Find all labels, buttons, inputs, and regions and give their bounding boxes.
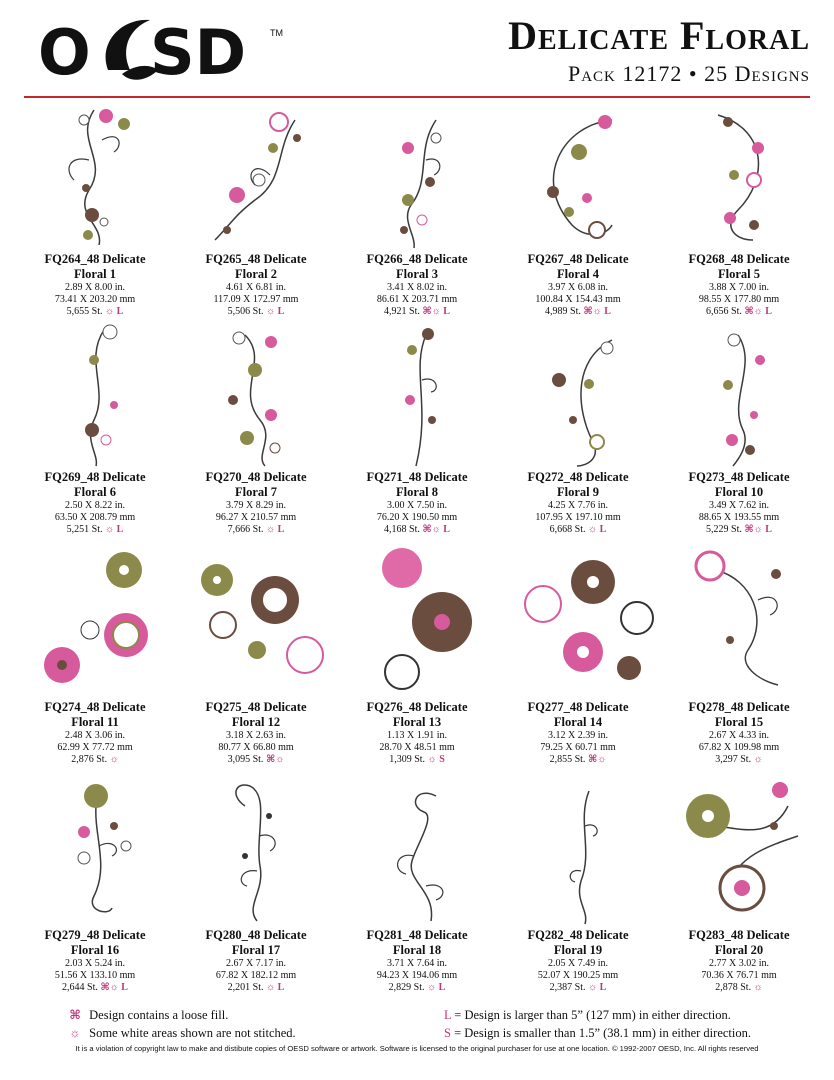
- stitch-count: 2,855 St.: [549, 754, 586, 765]
- design-name: Floral 18: [392, 943, 442, 957]
- legend-loose-fill: Design contains a loose fill.: [89, 1008, 229, 1022]
- floral-vine-icon: [658, 100, 820, 250]
- stitch-count: 2,876 St.: [71, 754, 108, 765]
- design-flags: ☼ L: [105, 306, 124, 317]
- design-code: FQ270_48 Delicate: [205, 470, 307, 484]
- design-flags: ☼: [109, 754, 119, 765]
- floral-vine-icon: [336, 100, 498, 250]
- design-name: Floral 1: [73, 267, 116, 281]
- design-size-mm: 94.23 X 194.06 mm: [376, 970, 458, 981]
- design-size-mm: 76.20 X 190.50 mm: [376, 512, 458, 523]
- floral-vine-icon: [658, 540, 820, 698]
- stitch-count: 5,655 St.: [66, 306, 103, 317]
- design-size-in: 3.79 X 8.29 in.: [226, 500, 286, 511]
- flower-cluster-icon: [497, 540, 659, 698]
- legend-left: [64, 1006, 296, 1042]
- white-area-icon: ☼: [69, 1026, 81, 1040]
- stitch-count: 2,201 St.: [227, 982, 264, 993]
- design-code: FQ274_48 Delicate: [44, 700, 146, 714]
- design-flags: ⌘☼: [587, 754, 607, 765]
- design-flags: ⌘☼ L: [422, 306, 450, 317]
- design-size-in: 3.00 X 7.50 in.: [387, 500, 447, 511]
- design-code: FQ277_48 Delicate: [527, 700, 629, 714]
- page-title-block: [508, 12, 810, 88]
- design-name: Floral 7: [234, 485, 277, 499]
- stitch-count: 2,878 St.: [715, 982, 752, 993]
- design-size-mm: 86.61 X 203.71 mm: [376, 294, 458, 305]
- design-size-mm: 96.27 X 210.57 mm: [215, 512, 297, 523]
- oesd-logo: [38, 14, 283, 86]
- design-caption: [658, 700, 820, 766]
- design-caption: [658, 928, 820, 994]
- legend-right: [444, 1006, 751, 1042]
- design-name: Floral 11: [71, 715, 119, 729]
- design-name: Floral 5: [717, 267, 760, 281]
- design-caption: [336, 470, 498, 536]
- design-name: Floral 16: [70, 943, 120, 957]
- design-name: Floral 6: [73, 485, 116, 499]
- design-name: Floral 12: [231, 715, 281, 729]
- floral-vine-icon: [175, 320, 337, 468]
- design-size-in: 2.50 X 8.22 in.: [65, 500, 125, 511]
- floral-vine-icon: [14, 776, 176, 926]
- stitch-count: 6,668 St.: [549, 524, 586, 535]
- design-size-mm: 80.77 X 66.80 mm: [218, 742, 294, 753]
- stitch-count: 1,309 St.: [389, 754, 426, 765]
- design-size-mm: 117.09 X 172.97 mm: [213, 294, 299, 305]
- design-caption: [14, 700, 176, 766]
- design-name: Floral 3: [395, 267, 438, 281]
- stitch-count: 5,506 St.: [227, 306, 264, 317]
- design-code: FQ266_48 Delicate: [366, 252, 468, 266]
- design-flags: ☼ L: [266, 306, 285, 317]
- design-code: FQ265_48 Delicate: [205, 252, 307, 266]
- stitch-count: 3,297 St.: [715, 754, 752, 765]
- floral-vine-icon: [497, 100, 659, 250]
- floral-vine-icon: [336, 320, 498, 468]
- page-subtitle: Pack 12172 • 25 Designs: [567, 61, 810, 86]
- floral-vine-icon: [14, 320, 176, 468]
- copyright-notice: It is a violation of copyright law to make and distibute copies of OESD software or artwork. Software is licensed to the original purchaser for use at one location. © 1992-2007 OESD, Inc. All rights reserved: [75, 1044, 759, 1053]
- design-flags: ☼ L: [266, 524, 285, 535]
- large-design-icon: L: [444, 1008, 452, 1022]
- design-size-in: 3.71 X 7.64 in.: [387, 958, 447, 969]
- design-code: FQ279_48 Delicate: [44, 928, 146, 942]
- design-flags: ☼ L: [427, 982, 446, 993]
- design-size-in: 3.12 X 2.39 in.: [548, 730, 608, 741]
- design-caption: [497, 928, 659, 994]
- design-code: FQ280_48 Delicate: [205, 928, 307, 942]
- stitch-count: 2,829 St.: [388, 982, 425, 993]
- design-flags: ☼: [753, 754, 763, 765]
- design-caption: [14, 470, 176, 536]
- design-name: Floral 2: [234, 267, 277, 281]
- stitch-count: 3,095 St.: [227, 754, 264, 765]
- design-size-in: 2.48 X 3.06 in.: [65, 730, 125, 741]
- stitch-count: 4,168 St.: [384, 524, 420, 535]
- header-rule: [24, 96, 810, 98]
- design-code: FQ276_48 Delicate: [366, 700, 468, 714]
- design-flags: ☼ S: [427, 754, 445, 765]
- design-size-in: 2.89 X 8.00 in.: [65, 282, 125, 293]
- design-caption: [497, 470, 659, 536]
- design-name: Floral 4: [556, 267, 599, 281]
- design-code: FQ271_48 Delicate: [366, 470, 468, 484]
- svg-text:O: O: [38, 16, 91, 86]
- design-caption: [14, 928, 176, 994]
- design-size-mm: 28.70 X 48.51 mm: [379, 742, 455, 753]
- design-flags: ⌘☼ L: [744, 524, 772, 535]
- design-caption: [497, 252, 659, 318]
- design-flags: ☼: [753, 982, 763, 993]
- design-code: FQ268_48 Delicate: [688, 252, 790, 266]
- design-flags: ⌘☼ L: [744, 306, 772, 317]
- design-size-mm: 51.56 X 133.10 mm: [54, 970, 136, 981]
- design-size-mm: 107.95 X 197.10 mm: [535, 512, 621, 523]
- design-size-in: 3.41 X 8.02 in.: [387, 282, 447, 293]
- design-name: Floral 10: [714, 485, 764, 499]
- design-size-mm: 100.84 X 154.43 mm: [535, 294, 621, 305]
- legend-large: = Design is larger than 5” (127 mm) in either direction.: [451, 1008, 731, 1022]
- design-code: FQ278_48 Delicate: [688, 700, 790, 714]
- design-code: FQ264_48 Delicate: [44, 252, 146, 266]
- design-size-in: 1.13 X 1.91 in.: [387, 730, 447, 741]
- design-flags: ☼ L: [588, 982, 607, 993]
- design-size-in: 3.18 X 2.63 in.: [226, 730, 286, 741]
- floral-vine-icon: [658, 320, 820, 468]
- floral-vine-icon: [14, 100, 176, 250]
- design-flags: ⌘☼ L: [583, 306, 611, 317]
- svg-text:SD: SD: [150, 16, 247, 86]
- flower-cluster-icon: [658, 776, 820, 926]
- design-name: Floral 17: [231, 943, 281, 957]
- logo-swirl-icon: [38, 14, 248, 86]
- design-size-in: 2.67 X 4.33 in.: [709, 730, 769, 741]
- design-size-in: 3.88 X 7.00 in.: [709, 282, 769, 293]
- design-caption: [336, 700, 498, 766]
- design-size-in: 2.67 X 7.17 in.: [226, 958, 286, 969]
- stitch-count: 4,921 St.: [384, 306, 420, 317]
- design-caption: [658, 470, 820, 536]
- design-caption: [175, 928, 337, 994]
- design-name: Floral 13: [392, 715, 442, 729]
- loose-fill-icon: ⌘: [69, 1008, 81, 1022]
- design-size-mm: 67.82 X 182.12 mm: [215, 970, 297, 981]
- design-size-mm: 52.07 X 190.25 mm: [537, 970, 619, 981]
- design-name: Floral 8: [395, 485, 438, 499]
- flower-cluster-icon: [14, 540, 176, 698]
- design-caption: [336, 252, 498, 318]
- design-caption: [497, 700, 659, 766]
- page-title: Delicate Floral: [508, 13, 810, 58]
- design-caption: [175, 252, 337, 318]
- design-size-mm: 62.99 X 77.72 mm: [57, 742, 133, 753]
- swirl-vine-icon: [497, 776, 659, 926]
- stitch-count: 7,666 St.: [227, 524, 264, 535]
- design-size-in: 4.61 X 6.81 in.: [226, 282, 286, 293]
- stitch-count: 5,229 St.: [706, 524, 742, 535]
- design-size-in: 3.49 X 7.62 in.: [709, 500, 769, 511]
- stitch-count: 4,989 St.: [545, 306, 581, 317]
- design-size-mm: 88.65 X 193.55 mm: [698, 512, 780, 523]
- design-caption: [175, 700, 337, 766]
- design-name: Floral 15: [714, 715, 764, 729]
- design-flags: ☼ L: [266, 982, 285, 993]
- design-caption: [658, 252, 820, 318]
- legend-white-areas: Some white areas shown are not stitched.: [89, 1026, 296, 1040]
- design-name: Floral 9: [556, 485, 599, 499]
- design-size-in: 2.05 X 7.49 in.: [548, 958, 608, 969]
- swirl-vine-icon: [336, 776, 498, 926]
- trademark: TM: [270, 28, 283, 38]
- design-name: Floral 20: [714, 943, 764, 957]
- design-flags: ⌘☼: [265, 754, 285, 765]
- design-code: FQ281_48 Delicate: [366, 928, 468, 942]
- floral-vine-icon: [497, 320, 659, 468]
- design-size-mm: 67.82 X 109.98 mm: [698, 742, 780, 753]
- design-caption: [14, 252, 176, 318]
- design-code: FQ282_48 Delicate: [527, 928, 629, 942]
- flower-cluster-icon: [336, 540, 498, 698]
- design-size-mm: 63.50 X 208.79 mm: [54, 512, 136, 523]
- design-code: FQ273_48 Delicate: [688, 470, 790, 484]
- design-size-mm: 70.36 X 76.71 mm: [701, 970, 777, 981]
- design-code: FQ275_48 Delicate: [205, 700, 307, 714]
- floral-vine-icon: [175, 100, 337, 250]
- design-name: Floral 19: [553, 943, 603, 957]
- design-flags: ☼ L: [105, 524, 124, 535]
- design-flags: ⌘☼ L: [422, 524, 450, 535]
- stitch-count: 2,644 St.: [62, 982, 98, 993]
- design-caption: [175, 470, 337, 536]
- stitch-count: 5,251 St.: [66, 524, 103, 535]
- flower-cluster-icon: [175, 540, 337, 698]
- design-size-mm: 79.25 X 60.71 mm: [540, 742, 616, 753]
- design-code: FQ283_48 Delicate: [688, 928, 790, 942]
- swirl-vine-icon: [175, 776, 337, 926]
- stitch-count: 6,656 St.: [706, 306, 742, 317]
- design-caption: [336, 928, 498, 994]
- design-name: Floral 14: [553, 715, 603, 729]
- design-flags: ☼ L: [588, 524, 607, 535]
- design-size-mm: 73.41 X 203.20 mm: [54, 294, 136, 305]
- design-size-in: 2.03 X 5.24 in.: [65, 958, 125, 969]
- design-size-in: 2.77 X 3.02 in.: [709, 958, 769, 969]
- design-code: FQ272_48 Delicate: [527, 470, 629, 484]
- design-code: FQ267_48 Delicate: [527, 252, 629, 266]
- small-design-icon: S: [444, 1026, 451, 1040]
- design-flags: ⌘☼ L: [100, 982, 128, 993]
- stitch-count: 2,387 St.: [549, 982, 586, 993]
- design-size-mm: 98.55 X 177.80 mm: [698, 294, 780, 305]
- design-size-in: 4.25 X 7.76 in.: [548, 500, 608, 511]
- design-size-in: 3.97 X 6.08 in.: [548, 282, 608, 293]
- legend-small: = Design is smaller than 1.5” (38.1 mm) in either direction.: [450, 1026, 751, 1040]
- design-code: FQ269_48 Delicate: [44, 470, 146, 484]
